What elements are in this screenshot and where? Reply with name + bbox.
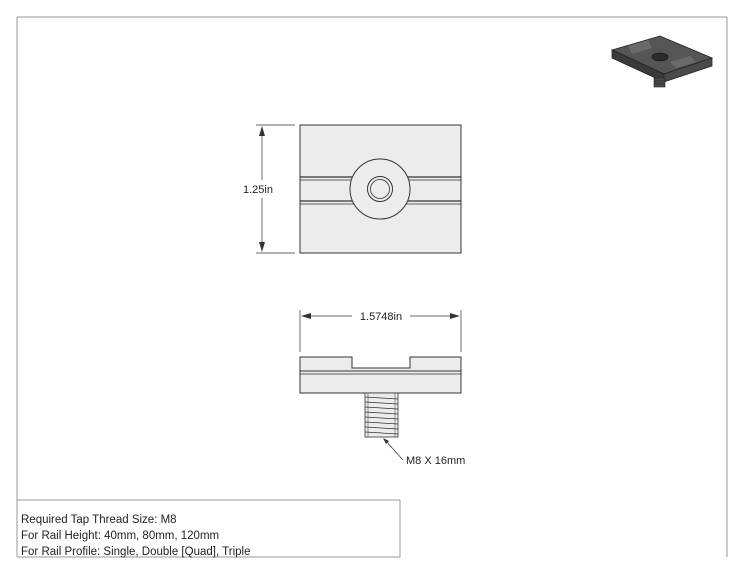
bolt-label: M8 X 16mm <box>406 455 466 467</box>
bolt-thread <box>365 393 398 437</box>
note-rail-profile: For Rail Profile: Single, Double [Quad], Triple <box>21 546 251 558</box>
bolt-leader <box>383 438 403 460</box>
note-rail-height: For Rail Height: 40mm, 80mm, 120mm <box>21 530 220 542</box>
top-view <box>300 125 461 253</box>
note-tap-thread: Required Tap Thread Size: M8 <box>21 514 177 526</box>
width-dimension-label: 1.5748in <box>359 311 403 323</box>
height-dimension-label: 1.25in <box>243 184 273 196</box>
side-view <box>300 357 461 393</box>
isometric-preview <box>612 36 712 87</box>
drawing-frame <box>17 17 727 557</box>
notes-block <box>21 512 250 560</box>
